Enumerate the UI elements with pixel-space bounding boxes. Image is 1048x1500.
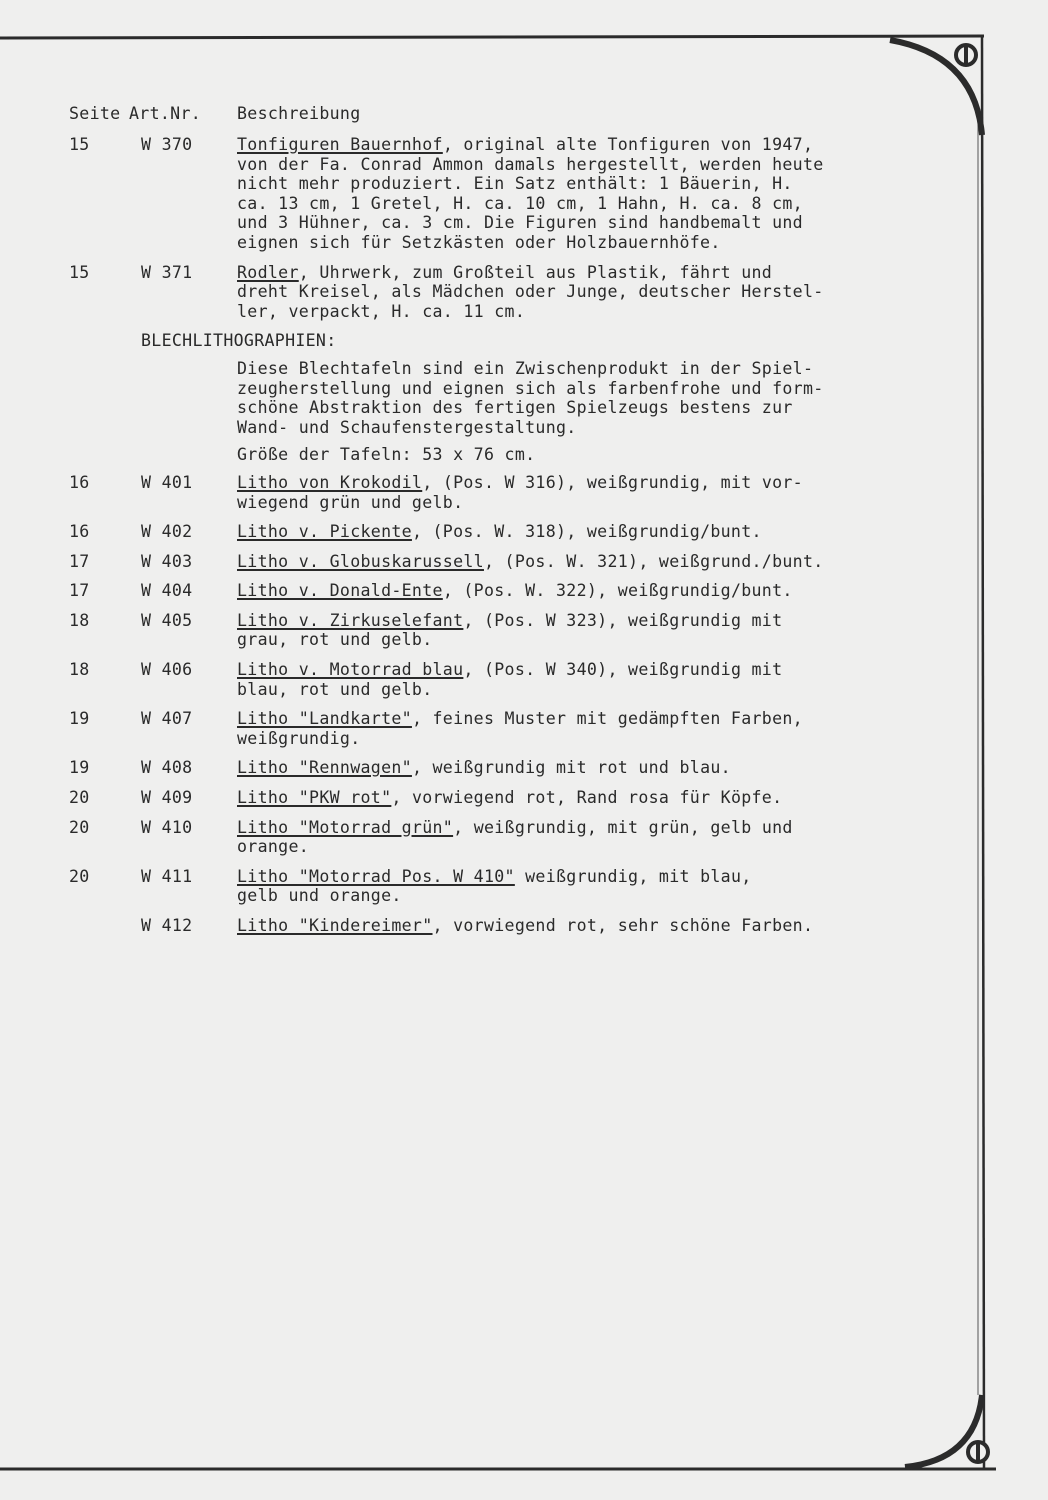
catalog-entry (69, 522, 939, 542)
header-beschreibung: Beschreibung (237, 104, 361, 123)
entry-title: Litho "Motorrad grün" (237, 817, 454, 837)
entry-title: Litho von Krokodil (237, 472, 423, 492)
entry-description (237, 788, 939, 808)
frame-top-line (0, 36, 984, 38)
entry-description (237, 552, 939, 572)
frame-right-line-outer (982, 36, 984, 1469)
entry-seite: 19 (69, 709, 90, 729)
catalog-entry (69, 611, 939, 650)
entry-text: , feines Muster mit gedämpften Farben, weißgrundig. (237, 709, 803, 748)
entry-title: Litho "Kindereimer" (237, 916, 433, 935)
document-body (69, 104, 939, 946)
catalog-entry (69, 552, 939, 572)
header-art-nr: Art.Nr. (129, 104, 202, 123)
entry-art-nr: W 403 (141, 551, 193, 571)
entry-art-nr: W 406 (141, 660, 193, 680)
entry-art-nr: W 410 (141, 817, 193, 837)
entry-title: Tonfiguren Bauernhof (237, 135, 443, 154)
entry-description (237, 758, 939, 778)
entry-title: Litho v. Globuskarussell (237, 551, 484, 571)
entry-seite: 20 (69, 817, 90, 837)
entry-description (237, 660, 939, 699)
entry-description (237, 709, 939, 748)
catalog-entry (69, 263, 939, 322)
catalog-entry (69, 709, 939, 748)
catalog-entry (69, 818, 939, 857)
entry-seite: 17 (69, 581, 90, 601)
catalog-entry (69, 758, 939, 778)
entry-title: Litho "Landkarte" (237, 709, 412, 729)
column-header (69, 104, 939, 128)
entry-description (237, 611, 939, 650)
entry-description (237, 263, 939, 322)
entry-seite: 19 (69, 758, 90, 778)
entry-art-nr: W 404 (141, 581, 193, 601)
entry-text: , (Pos. W 340), weißgrundig mit blau, rot und gelb. (237, 660, 783, 699)
entry-description (237, 818, 939, 857)
entry-art-nr: W 371 (141, 262, 193, 282)
entry-list-upper (69, 135, 939, 321)
entry-seite: 20 (69, 866, 90, 886)
catalog-entry (69, 916, 939, 936)
entry-seite: 15 (69, 262, 90, 282)
entry-text: , vorwiegend rot, Rand rosa für Köpfe. (391, 788, 783, 808)
entry-seite: 16 (69, 472, 90, 492)
entry-text: , original alte Tonfiguren von 1947, von der Fa. Conrad Ammon damals hergestellt, werden heute nicht mehr produziert. Ein Satz enthält: 1 Bäuerin, H. ca. 13 cm, 1 Gretel, H. ca. 10 cm, 1 Hahn, H. ca. 8 cm, und 3 Hühner, ca. 3 cm. Die Figuren sind handbemalt und eignen sich für Setzkästen oder Holzbauernhöfe. (237, 135, 824, 252)
entry-description (237, 135, 939, 253)
entry-description (237, 867, 939, 906)
entry-list-lower (69, 473, 939, 936)
entry-title: Litho v. Zirkuselefant (237, 610, 464, 630)
entry-art-nr: W 370 (141, 135, 193, 154)
catalog-entry (69, 660, 939, 699)
entry-seite: 17 (69, 551, 90, 571)
entry-art-nr: W 408 (141, 758, 193, 778)
entry-art-nr: W 405 (141, 610, 193, 630)
catalog-entry (69, 867, 939, 906)
catalog-entry (69, 135, 939, 253)
entry-art-nr: W 411 (141, 866, 193, 886)
entry-seite: 16 (69, 522, 90, 542)
entry-text: , (Pos. W 323), weißgrundig mit grau, rot und gelb. (237, 610, 783, 650)
entry-seite: 15 (69, 135, 90, 154)
entry-description (237, 473, 939, 512)
catalog-entry (69, 473, 939, 512)
entry-art-nr: W 407 (141, 709, 193, 729)
entry-seite: 18 (69, 660, 90, 680)
entry-text: , (Pos. W 316), weißgrundig, mit vor- wiegend grün und gelb. (237, 472, 803, 512)
entry-title: Litho v. Motorrad blau (237, 660, 464, 680)
section-heading: BLECHLITHOGRAPHIEN: (141, 331, 337, 351)
entry-description (237, 581, 939, 601)
entry-text: , (Pos. W. 321), weißgrund./bunt. (483, 551, 824, 571)
entry-text: , weißgrundig mit rot und blau. (411, 758, 731, 778)
entry-text: , (Pos. W. 322), weißgrundig/bunt. (442, 581, 793, 601)
entry-seite: 18 (69, 610, 90, 630)
entry-text: weißgrundig, mit blau, gelb und orange. (237, 866, 752, 906)
entry-text: , weißgrundig, mit grün, gelb und orange. (237, 817, 793, 857)
entry-text: , Uhrwerk, zum Großteil aus Plastik, fährt und dreht Kreisel, als Mädchen oder Junge, deutscher Herstel- ler, verpackt, H. ca. 11 cm. (237, 262, 824, 321)
entry-title: Litho v. Pickente (237, 522, 412, 542)
section-size: Größe der Tafeln: 53 x 76 cm. (237, 445, 536, 465)
entry-art-nr: W 412 (141, 916, 193, 935)
header-seite: Seite (69, 104, 121, 123)
entry-art-nr: W 401 (141, 472, 193, 492)
entry-description (237, 522, 939, 542)
entry-title: Litho "PKW rot" (237, 788, 392, 808)
entry-title: Rodler (237, 262, 299, 282)
catalog-entry (69, 788, 939, 808)
entry-art-nr: W 402 (141, 522, 193, 542)
catalog-entry (69, 581, 939, 601)
entry-title: Litho v. Donald-Ente (237, 581, 443, 601)
entry-seite: 20 (69, 788, 90, 808)
entry-text: , vorwiegend rot, sehr schöne Farben. (432, 916, 814, 935)
entry-title: Litho "Motorrad Pos. W 410" (237, 866, 515, 886)
section-intro: Diese Blechtafeln sind ein Zwischenprodukt in der Spiel- zeugherstellung und eignen sich als farbenfrohe und form- schöne Abstraktion des fertigen Spielzeugs bestens zur Wand- und Schaufenstergestaltung. (237, 358, 824, 437)
entry-description (237, 916, 939, 936)
entry-title: Litho "Rennwagen" (237, 758, 412, 778)
entry-text: , (Pos. W. 318), weißgrundig/bunt. (411, 522, 762, 542)
entry-art-nr: W 409 (141, 788, 193, 808)
